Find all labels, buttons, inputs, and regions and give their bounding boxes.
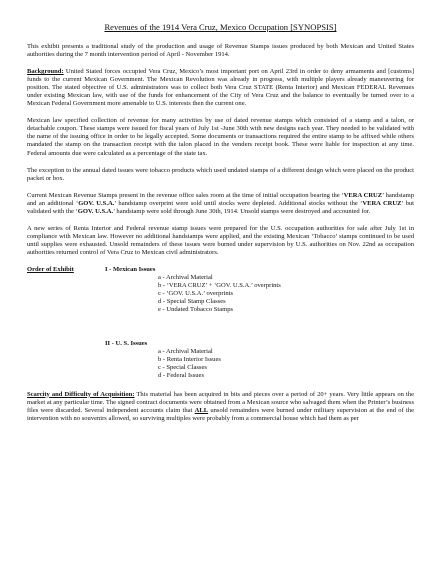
background-heading: Background:	[27, 68, 64, 76]
paragraph-text: This material has been acquired in bits and pieces over a period of 20+ years. Very little appears on the market at any particular time. The signed contract documents were obtained from a Mexican source who salvaged them when the Printer’s business files were discarded. Several independent accounts claim that	[27, 390, 415, 414]
new-series-paragraph: A new series of Renta Interior and Federal revenue stamp issues were prepared for the U.S. occupation authorities for sale after July 1st in compliance with Mexican law. However no additional handstamps were applied, and the existing Mexican ‘Tobacco’ stamps continued to be used until supplies were exhausted. Unsold remainders of these issues were burned under supervision by U.S. authorities on Nov. 22nd as occupation authorities returned control of Vera Cruz to Mexican civil administrators.	[27, 224, 414, 256]
order-of-exhibit	[27, 266, 414, 381]
bold-text: GOV. U.S.A.	[78, 199, 115, 207]
list-item: b - ‘VERA CRUZ’ + ‘GOV. U.S.A.’ overprints	[158, 282, 281, 290]
bold-text: VERA CRUZ	[343, 191, 383, 199]
order-list	[105, 266, 414, 381]
list-item: c - ‘GOV. U.S.A.’ overprints	[158, 290, 234, 298]
list-item: a - Archival Material	[158, 274, 213, 282]
intro-paragraph: This exhibit presents a traditional study of the production and usage of Revenue Stamps issues produced by both Mexican and United States authorities during the 7 month intervention period of April - November 1914.	[27, 43, 414, 59]
list-item: c - Special Classes	[158, 364, 207, 372]
list-item: b - Renta Interior Issues	[158, 356, 221, 364]
list-item: a - Archival Material	[158, 348, 213, 356]
list-item: e - Undated Tobacco Stamps	[158, 306, 234, 314]
bold-text: ALL	[194, 406, 209, 414]
paragraph-text: unsold remainders were burned under military supervision at the end of the intervention with no souvenirs allowed, so surviving multiples were probably from a commercial house which had them as per	[27, 406, 414, 422]
scarcity-heading: Scarcity and Difficulty of Acquisition:	[27, 390, 135, 398]
spacer	[105, 314, 414, 340]
paragraph-text: ’ handstamp and an additional ‘	[27, 191, 414, 207]
list-item: d - Federal Issues	[158, 372, 204, 380]
scarcity-paragraph	[27, 391, 414, 423]
order-heading: Order of Exhibit	[27, 265, 74, 273]
exception-paragraph: The exception to the annual dated issues were tobacco products which used undated stamps of a different design which were placed on the product packet or box.	[27, 166, 414, 182]
paragraph-text: ’ but validated with the ‘	[27, 199, 414, 215]
bold-text: VERA CRUZ	[362, 199, 402, 207]
background-paragraph	[27, 68, 414, 108]
current-stamps-paragraph	[27, 192, 414, 216]
group-title: II - U. S. Issues	[105, 340, 148, 348]
paragraph-text: Current Mexican Revenue Stamps present in the revenue office sales room at the time of initial occupation bearing the ‘	[27, 191, 344, 199]
document-title: Revenues of the 1914 Vera Cruz, Mexico Occupation [SYNOPSIS]	[104, 22, 337, 32]
bold-text: GOV. U.S.A.	[77, 207, 114, 215]
background-text: United Stated forces occupied Vera Cruz, Mexico’s most important port on April 23rd in order to deny armaments and [customs] funds to the current Mexican Government. The Mexican Revolution was already in progress, with multiple players already maneuvering for position. The stated objective of U.S. administrators was to collect both Vera Cruz STATE (Renta Interior) and Mexican FEDERAL Revenues under existing Mexican law, with use of the funds for enhancement of the City of Vera Cruz and the balance to eventually be turned over to a Mexican Federal Government more amenable to U.S. interests then the current one.	[27, 68, 414, 108]
paragraph-text: ’ handstamp overprint were sold until stocks were depleted. Additional stocks without the ‘	[114, 199, 363, 207]
paragraph-text: ’ handstamp were sold through June 30th, 1914. Unsold stamps were destroyed and accounted for.	[113, 207, 371, 215]
group-title: I - Mexican Issues	[105, 265, 156, 273]
list-item: d - Special Stamp Classes	[158, 298, 226, 306]
law-paragraph: Mexican law specified collection of revenue for many activities by use of dated revenue stamps which consisted of a stamp and a talon, or detachable coupon. These stamps were issued for fiscal years of July 1st -June 30th with new designs each year. They needed to be validated with the name of the issuing office in order to be legally accepted. Some documents or transactions required the entire stamp to be affixed while others mandated the stamp on the transaction receipt with the talon placed in the venders receipt book. These were liable for inspection at any time. Federal amounts due were calculated as a percentage of the state tax.	[27, 117, 414, 157]
